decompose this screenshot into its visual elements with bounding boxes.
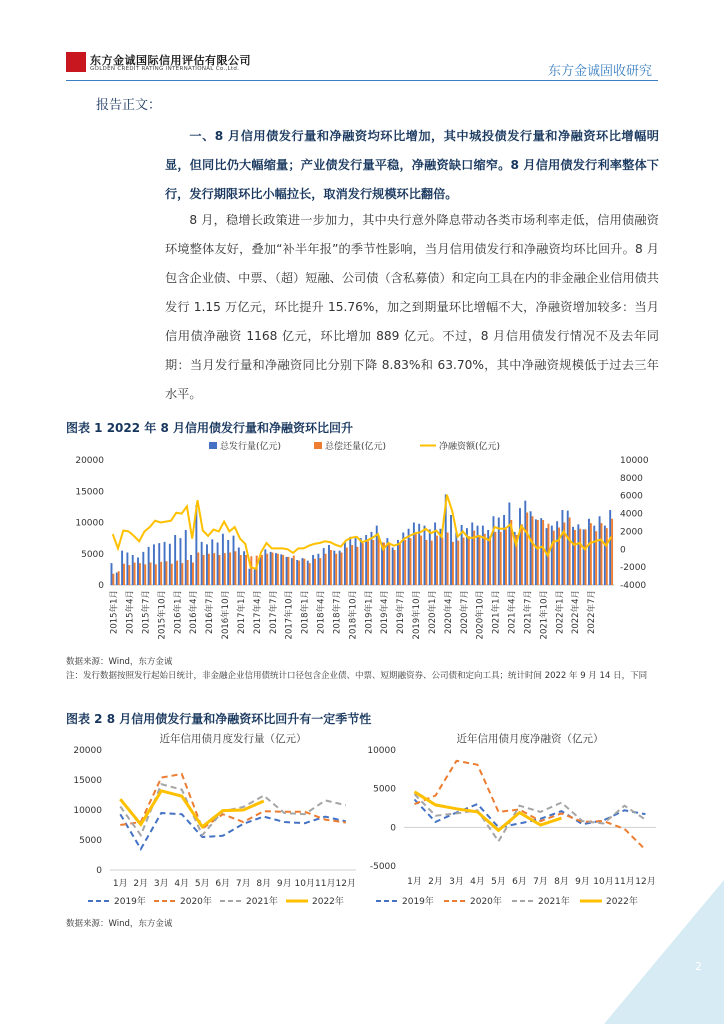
bar-repay [601, 523, 603, 585]
bar-repay [256, 556, 258, 585]
legend-label: 2019年 [114, 897, 146, 907]
bar-repay [319, 558, 321, 585]
bar-issuance [233, 536, 235, 585]
legend-swatch [209, 442, 217, 449]
bar-repay [457, 541, 459, 585]
bar-issuance [222, 534, 224, 585]
bar-issuance [535, 519, 537, 585]
bar-issuance [397, 540, 399, 585]
figure1-source: 数据来源：Wind，东方金诚 [66, 657, 173, 667]
brand-title: 东方金诚固收研究 [547, 64, 652, 79]
bar-repay [277, 554, 279, 585]
x-tick-label: 2022年4月 [571, 590, 582, 635]
bar-repay [420, 536, 422, 585]
bar-repay [309, 563, 311, 585]
bar-issuance [524, 501, 526, 585]
bar-repay [542, 520, 544, 585]
bar-issuance [365, 535, 367, 585]
bar-repay [351, 545, 353, 585]
page-number: 2 [695, 960, 702, 973]
bar-issuance [190, 555, 192, 585]
bar-repay [441, 538, 443, 586]
bar-issuance [270, 552, 272, 585]
x-tick-label: 5月 [194, 879, 210, 889]
bar-issuance [307, 561, 309, 585]
bar-repay [335, 554, 337, 585]
bar-issuance [572, 527, 574, 585]
figure1-note: 注：发行数据按照发行起始日统计，非金融企业信用债统计口径包含企业债、中票、短期融资券、公司债和定向工具；统计时间 2022 年 9 月 14 日，下同 [66, 671, 648, 681]
bar-repay [463, 538, 465, 586]
y-tick-label: 5000 [79, 836, 102, 846]
bar-repay [314, 559, 316, 585]
x-tick-label: 2019年1月 [364, 590, 375, 635]
bar-issuance [169, 544, 171, 585]
figure2-left-chart [66, 728, 366, 910]
y-tick-label: 10000 [73, 806, 102, 816]
bar-repay [293, 556, 295, 585]
y-left-tick-label: 20000 [75, 456, 104, 466]
bar-repay [165, 561, 167, 585]
bar-issuance [323, 548, 325, 585]
y-right-tick-label: 0 [620, 545, 626, 556]
bar-issuance [477, 526, 479, 585]
bar-issuance [227, 540, 229, 585]
bar-issuance [482, 526, 484, 585]
legend-label: 总发行量(亿元) [220, 442, 282, 452]
bar-repay [372, 540, 374, 585]
bar-issuance [328, 545, 330, 585]
y-right-tick-label: 4000 [620, 509, 643, 520]
y-right-tick-label: 8000 [620, 473, 643, 484]
bar-issuance [519, 508, 521, 585]
x-tick-label: 2019年7月 [396, 590, 407, 635]
bar-issuance [583, 529, 585, 585]
bar-issuance [577, 524, 579, 585]
x-tick-label: 2020年10月 [475, 590, 486, 640]
y-tick-label: 0 [96, 866, 102, 876]
bar-repay [505, 529, 507, 585]
bar-issuance [121, 551, 123, 585]
bar-repay [590, 523, 592, 585]
y-tick-label: 15000 [73, 776, 102, 786]
bar-repay [447, 533, 449, 586]
bar-issuance [137, 558, 139, 586]
y-left-tick-label: 0 [98, 581, 104, 591]
bar-issuance [280, 554, 282, 585]
bar-repay [208, 554, 210, 585]
bar-issuance [275, 553, 277, 585]
bar-issuance [174, 535, 176, 585]
x-tick-label: 2020年4月 [443, 590, 454, 635]
bar-issuance [561, 510, 563, 585]
x-tick-label: 1月 [407, 877, 422, 887]
x-tick-label: 12月 [335, 879, 356, 889]
bar-repay [261, 555, 263, 585]
bar-issuance [148, 547, 150, 585]
bar-issuance [424, 526, 426, 585]
bar-issuance [339, 551, 341, 585]
bar-repay [500, 532, 502, 585]
x-tick-label: 2019年10月 [412, 590, 423, 640]
y-tick-label: 0 [390, 823, 396, 834]
x-tick-label: 2021年10月 [539, 590, 550, 640]
x-tick-label: 3月 [153, 879, 169, 889]
x-tick-label: 9月 [276, 879, 292, 889]
x-tick-label: 2021年4月 [507, 590, 518, 635]
bar-issuance [487, 530, 489, 585]
bar-issuance [179, 538, 181, 585]
body-paragraph: 8 月，稳增长政策进一步加力，其中央行意外降息带动各类市场利率走低，信用债融资环境整体友好，叠加“补半年报”的季节性影响，当月信用债发行和净融资均环比回升。8 月包含企业债、中票、（超）短融、公司债（含私募债）和定向工具在内的非金融企业信用债共发行 1.15 万亿元，环比提升 15.76%，加之到期量环比增幅不大，净融资增加较多：当月信用债净融资 1168 亿元，环比增加 889 亿元。不过，8 月信用债发行情况不及去年同期：当月发行量和净融资同比分别下降 8.83%和 63.70%，其中净融资规模低于过去三年水平。 [165, 213, 659, 401]
bar-repay [569, 518, 571, 586]
bar-repay [144, 564, 146, 585]
legend-label: 2021年 [538, 897, 570, 907]
x-tick-label: 1月 [112, 879, 128, 889]
bar-repay [553, 531, 555, 585]
x-tick-label: 2015年4月 [125, 590, 136, 635]
bar-repay [378, 536, 380, 585]
bar-repay [234, 551, 236, 585]
bar-repay [118, 571, 120, 585]
x-tick-label: 2022年1月 [555, 590, 566, 635]
x-tick-label: 2017年4月 [252, 590, 263, 635]
y-tick-label: 10000 [367, 746, 396, 756]
bar-issuance [153, 544, 155, 585]
bar-issuance [126, 553, 128, 586]
bar-repay [362, 543, 364, 585]
bar-issuance [264, 549, 266, 585]
bar-issuance [286, 557, 288, 585]
bar-repay [330, 550, 332, 585]
x-tick-label: 4月 [174, 879, 190, 889]
bar-repay [229, 553, 231, 586]
x-tick-label: 2021年7月 [523, 590, 534, 635]
legend-label: 2022年 [606, 897, 638, 907]
section-label: 报告正文： [96, 98, 162, 113]
bar-repay [197, 553, 199, 586]
bar-repay [266, 554, 268, 585]
series-line-2020年 [415, 761, 646, 850]
bar-repay [606, 528, 608, 585]
x-tick-label: 2016年10月 [221, 590, 232, 640]
x-tick-label: 7月 [533, 877, 548, 887]
y-right-tick-label: -2000 [620, 563, 647, 574]
bar-issuance [238, 548, 240, 586]
bar-repay [112, 574, 114, 585]
x-tick-label: 11月 [614, 877, 635, 887]
bar-issuance [317, 554, 319, 585]
bar-issuance [355, 538, 357, 585]
bar-repay [436, 536, 438, 585]
bar-repay [479, 535, 481, 585]
bar-repay [128, 565, 130, 585]
bar-issuance [392, 548, 394, 586]
bar-repay [341, 553, 343, 586]
bar-repay [415, 534, 417, 585]
x-tick-label: 11月 [315, 879, 336, 889]
x-tick-label: 2020年7月 [459, 590, 470, 635]
legend-swatch [314, 442, 322, 449]
bar-repay [579, 529, 581, 585]
bar-repay [245, 555, 247, 585]
bar-issuance [243, 551, 245, 585]
bar-issuance [503, 515, 505, 585]
chart-title: 近年信用债月度发行量（亿元） [159, 733, 307, 745]
bar-issuance [609, 510, 611, 585]
bar-issuance [360, 538, 362, 585]
y-tick-label: 5000 [373, 784, 396, 795]
bar-repay [399, 544, 401, 585]
legend-label: 总偿还量(亿元) [325, 442, 387, 452]
bar-repay [181, 563, 183, 585]
bar-issuance [158, 543, 160, 585]
bar-repay [484, 534, 486, 585]
x-tick-label: 6月 [215, 879, 231, 889]
bar-repay [288, 557, 290, 585]
y-right-tick-label: 6000 [620, 491, 643, 502]
bar-issuance [593, 526, 595, 585]
bar-issuance [588, 519, 590, 585]
company-name-cn: 东方金诚国际信用评估有限公司 [90, 54, 251, 67]
bar-repay [219, 555, 221, 585]
bar-issuance [211, 539, 213, 585]
bar-repay [410, 538, 412, 585]
figure1-chart [66, 438, 666, 654]
bar-repay [250, 556, 252, 585]
bar-repay [134, 563, 136, 586]
bar-issuance [142, 552, 144, 585]
bar-repay [282, 555, 284, 585]
x-tick-label: 2016年1月 [173, 590, 184, 635]
bar-repay [123, 564, 125, 585]
bar-repay [425, 540, 427, 585]
bar-repay [346, 548, 348, 586]
bar-issuance [312, 555, 314, 585]
y-right-tick-label: 2000 [620, 527, 643, 538]
bar-repay [611, 519, 613, 585]
bar-issuance [254, 569, 256, 585]
bar-repay [224, 553, 226, 585]
bar-repay [431, 541, 433, 585]
bar-repay [240, 555, 242, 585]
x-tick-label: 2017年7月 [268, 590, 279, 635]
bar-issuance [599, 516, 601, 585]
bar-issuance [455, 532, 457, 585]
bar-issuance [217, 543, 219, 586]
bar-repay [176, 561, 178, 585]
x-tick-label: 8月 [256, 879, 272, 889]
figure1-title: 图表 1 2022 年 8 月信用债发行量和净融资环比回升 [66, 421, 353, 435]
y-left-tick-label: 15000 [75, 487, 104, 498]
bar-repay [473, 531, 475, 585]
bar-repay [489, 536, 491, 585]
bar-issuance [344, 541, 346, 585]
x-tick-label: 2018年10月 [348, 590, 359, 640]
bar-repay [213, 553, 215, 585]
legend-label: 2019年 [402, 897, 434, 907]
bar-issuance [201, 542, 203, 585]
x-tick-label: 3月 [449, 877, 464, 887]
x-tick-label: 2022年7月 [587, 590, 598, 635]
bar-issuance [450, 515, 452, 585]
y-left-tick-label: 5000 [81, 549, 104, 560]
bar-repay [521, 524, 523, 585]
bar-issuance [370, 532, 372, 585]
bar-repay [139, 563, 141, 585]
bar-issuance [429, 529, 431, 585]
bar-issuance [111, 563, 113, 585]
legend-label: 净融资额(亿元) [439, 442, 501, 452]
x-tick-label: 7月 [235, 879, 251, 889]
y-right-tick-label: -4000 [620, 581, 647, 591]
x-tick-label: 2018年7月 [332, 590, 343, 635]
x-tick-label: 2017年1月 [236, 590, 247, 635]
bar-issuance [248, 569, 250, 585]
x-tick-label: 2015年10月 [157, 590, 168, 640]
bar-issuance [540, 518, 542, 585]
bar-issuance [508, 503, 510, 586]
bar-issuance [291, 558, 293, 585]
bar-repay [404, 540, 406, 585]
bar-repay [452, 542, 454, 585]
x-tick-label: 2月 [428, 877, 443, 887]
corner-decoration [604, 880, 724, 1024]
y-tick-label: -5000 [369, 862, 396, 872]
x-tick-label: 9月 [575, 877, 590, 887]
bar-issuance [206, 544, 208, 585]
bar-issuance [116, 573, 118, 586]
bar-repay [388, 543, 390, 586]
x-tick-label: 2016年4月 [189, 590, 200, 635]
bar-repay [325, 554, 327, 585]
bar-issuance [296, 560, 298, 585]
bar-repay [526, 513, 528, 586]
x-tick-label: 2019年4月 [380, 590, 391, 635]
summary-paragraph: 一、8 月信用债发行量和净融资均环比增加，其中城投债发行量和净融资环比增幅明显，但同比仍大幅缩量；产业债发行量平稳，净融资缺口缩窄。8 月信用债发行利率整体下行，发行期限环比小幅拉长，取消发行规模环比翻倍。 [165, 129, 659, 201]
company-logo-icon [66, 52, 86, 72]
x-tick-label: 10月 [294, 879, 315, 889]
bar-repay [303, 559, 305, 585]
bar-repay [537, 520, 539, 585]
y-tick-label: 20000 [73, 746, 102, 756]
bar-issuance [567, 511, 569, 585]
bar-issuance [530, 511, 532, 585]
bar-repay [155, 564, 157, 585]
bar-issuance [164, 542, 166, 585]
figure2-title: 图表 2 8 月信用债发行量和净融资环比回升有一定季节性 [66, 712, 372, 726]
bar-repay [272, 553, 274, 586]
bar-repay [160, 562, 162, 585]
bar-repay [468, 536, 470, 585]
bar-issuance [604, 526, 606, 585]
legend-label: 2020年 [180, 897, 212, 907]
header-divider [66, 80, 658, 81]
bar-issuance [185, 530, 187, 585]
y-left-tick-label: 10000 [75, 518, 104, 529]
bar-repay [187, 560, 189, 585]
x-tick-label: 4月 [470, 877, 485, 887]
bar-issuance [349, 537, 351, 585]
bar-repay [171, 564, 173, 585]
bar-repay [150, 563, 152, 586]
bar-repay [367, 541, 369, 585]
bar-issuance [551, 526, 553, 585]
bar-issuance [471, 523, 473, 586]
x-tick-label: 2020年1月 [427, 590, 438, 635]
x-tick-label: 2018年1月 [300, 590, 311, 635]
bar-issuance [302, 558, 304, 585]
legend-label: 2022年 [312, 897, 344, 907]
x-tick-label: 2018年4月 [316, 590, 327, 635]
bar-repay [394, 550, 396, 585]
y-right-tick-label: 10000 [620, 456, 649, 466]
bar-issuance [333, 551, 335, 585]
x-tick-label: 8月 [554, 877, 569, 887]
x-tick-label: 10月 [593, 877, 614, 887]
bar-issuance [556, 521, 558, 585]
bar-repay [356, 547, 358, 585]
bar-repay [595, 531, 597, 585]
x-tick-label: 12月 [635, 877, 656, 887]
bar-repay [192, 563, 194, 586]
bar-repay [203, 555, 205, 585]
bar-repay [494, 532, 496, 585]
bar-repay [532, 516, 534, 585]
x-tick-label: 2月 [133, 879, 149, 889]
bar-issuance [132, 555, 134, 585]
chart-title: 近年信用债月度净融资（亿元） [456, 733, 604, 745]
bar-issuance [413, 523, 415, 586]
legend-label: 2020年 [470, 897, 502, 907]
company-name-en: GOLDEN CREDIT RATING INTERNATIONAL Co.,Ltd. [90, 66, 240, 72]
bar-repay [298, 561, 300, 585]
x-tick-label: 5月 [491, 877, 506, 887]
x-tick-label: 2021年1月 [491, 590, 502, 635]
figure2-source: 数据来源：Wind，东方金诚 [66, 919, 173, 929]
x-tick-label: 2015年1月 [109, 590, 120, 635]
legend-label: 2021年 [246, 897, 278, 907]
bar-repay [585, 529, 587, 585]
x-tick-label: 6月 [512, 877, 527, 887]
bar-repay [574, 530, 576, 585]
x-tick-label: 2016年7月 [205, 590, 216, 635]
x-tick-label: 2015年7月 [141, 590, 152, 635]
x-tick-label: 2017年10月 [284, 590, 295, 640]
